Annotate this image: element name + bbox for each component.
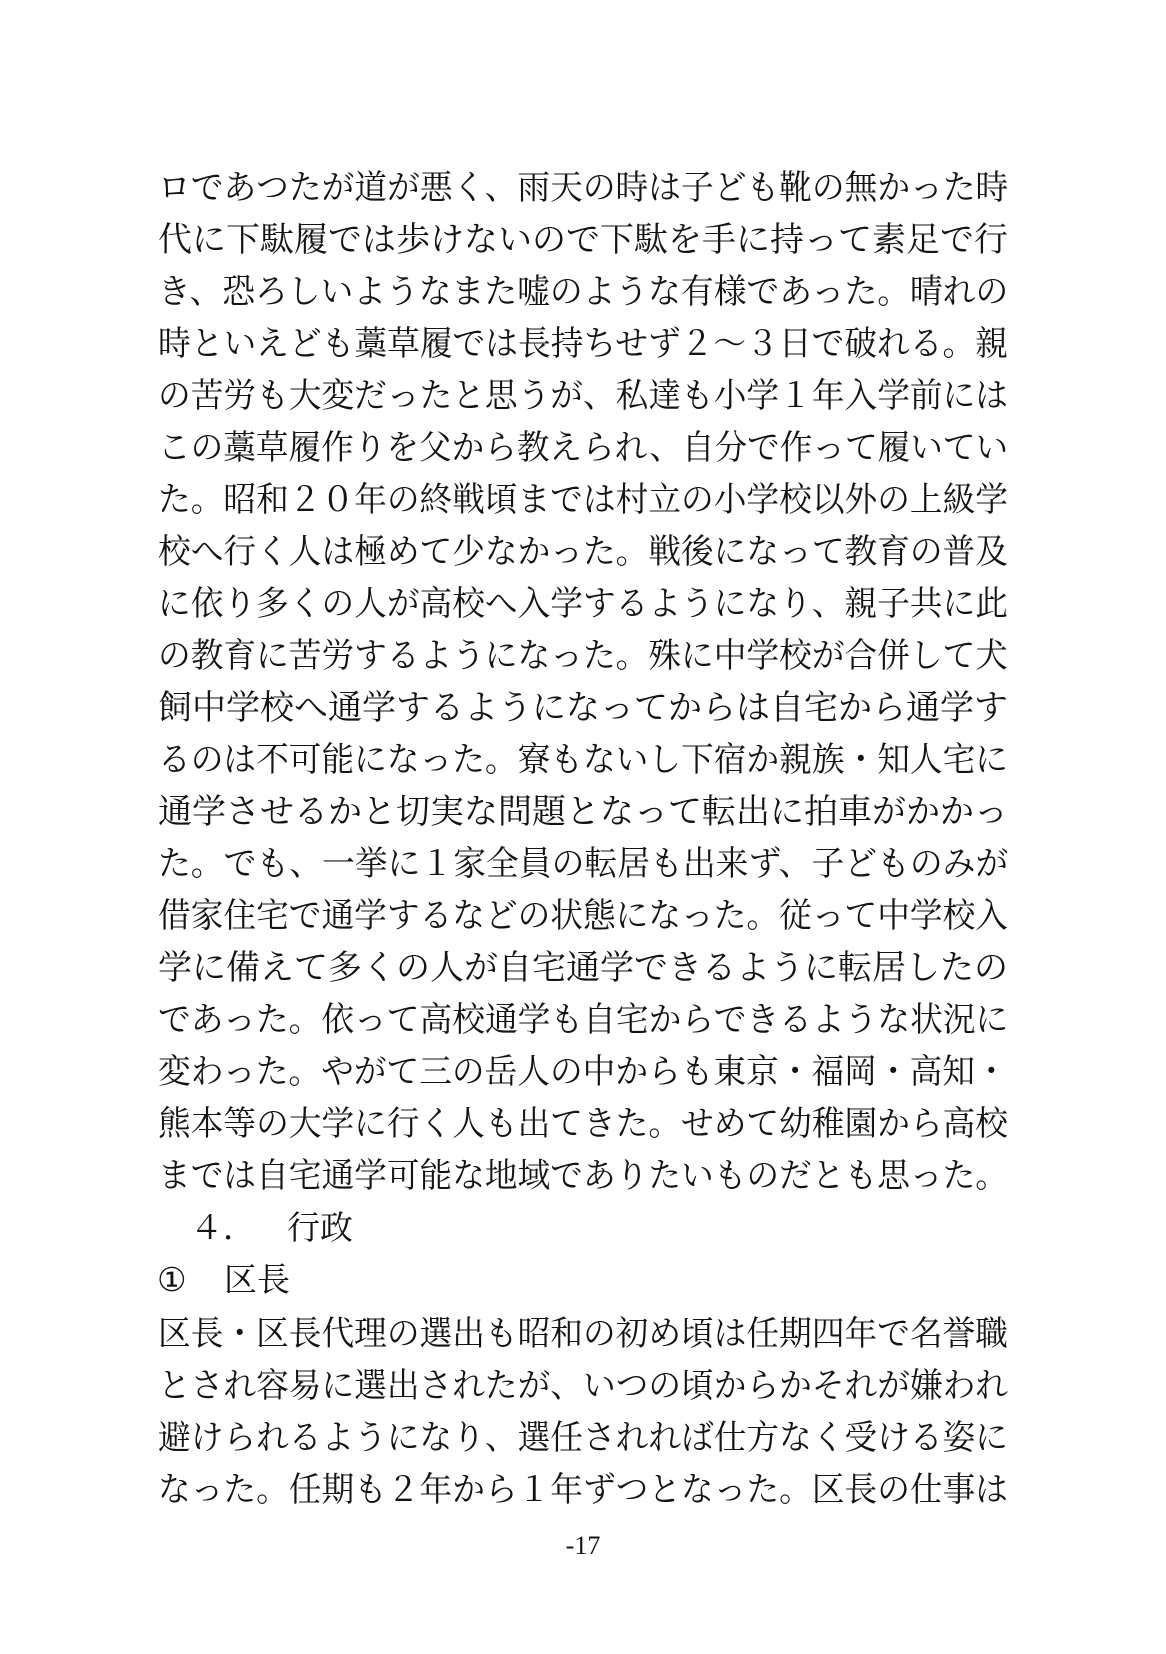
subsection-line-1: 区長・区長代理の選出も昭和の初め頃は任期四年で名誉職 — [158, 1314, 1008, 1354]
body-line-16: 学に備えて多くの人が自宅通学できるように転居したの — [158, 948, 1008, 988]
body-line-11: 飼中学校へ通学するようになってからは自宅から通学す — [158, 688, 1008, 728]
subsection-line-3: 避けられるようになり、選任されれば仕方なく受ける姿に — [158, 1418, 1008, 1458]
body-line-8: 校へ行く人は極めて少なかった。戦後になって教育の普及 — [158, 532, 1008, 572]
body-line-19: 熊本等の大学に行く人も出てきた。せめて幼稚園から高校 — [158, 1104, 1008, 1144]
body-line-13: 通学させるかと切実な問題となって転出に拍車がかかっ — [158, 792, 1008, 832]
section-number: ４． — [190, 1208, 256, 1247]
body-line-2: 代に下駄履では歩けないので下駄を手に持って素足で行 — [158, 220, 1008, 260]
subsection-title: 区長 — [224, 1260, 290, 1299]
body-line-15: 借家住宅で通学するなどの状態になった。従って中学校入 — [158, 896, 1008, 936]
subsection-line-2: とされ容易に選出されたが、いつの頃からかそれが嫌われ — [158, 1366, 1008, 1406]
body-line-4: 時といえども藁草履では長持ちせず２～３日で破れる。親 — [158, 324, 1008, 364]
section-title: 行政 — [287, 1208, 353, 1247]
body-line-20: までは自宅通学可能な地域でありたいものだとも思った。 — [158, 1156, 1008, 1196]
body-line-10: の教育に苦労するようになった。殊に中学校が合併して犬 — [158, 636, 1008, 676]
body-line-14: た。でも、一挙に１家全員の転居も出来ず、子どものみが — [158, 844, 1009, 884]
body-line-12: るのは不可能になった。寮もないし下宿か親族・知人宅に — [158, 740, 1008, 780]
body-line-1: ロであつたが道が悪く、雨天の時は子ども靴の無かった時 — [158, 168, 1009, 208]
body-line-17: であった。依って高校通学も自宅からできるような状況に — [158, 1000, 1009, 1040]
body-line-18: 変わった。やがて三の岳人の中からも東京・福岡・高知・ — [158, 1052, 1008, 1092]
page-number: -17 — [565, 1531, 601, 1560]
body-line-6: この藁草履作りを父から教えられ、自分で作って履いてい — [158, 428, 1009, 468]
body-line-9: に依り多くの人が高校へ入学するようになり、親子共に此 — [158, 584, 1008, 624]
subsection-number: ① — [157, 1260, 187, 1299]
body-line-5: の苦労も大変だったと思うが、私達も小学１年入学前には — [158, 376, 1008, 416]
body-line-3: き、恐ろしいようなまた嘘のような有様であった。晴れの — [158, 272, 1009, 312]
subsection-line-4: なった。任期も２年から１年ずつとなった。区長の仕事は — [158, 1470, 1008, 1510]
body-line-7: た。昭和２０年の終戦頃までは村立の小学校以外の上級学 — [158, 480, 1008, 520]
